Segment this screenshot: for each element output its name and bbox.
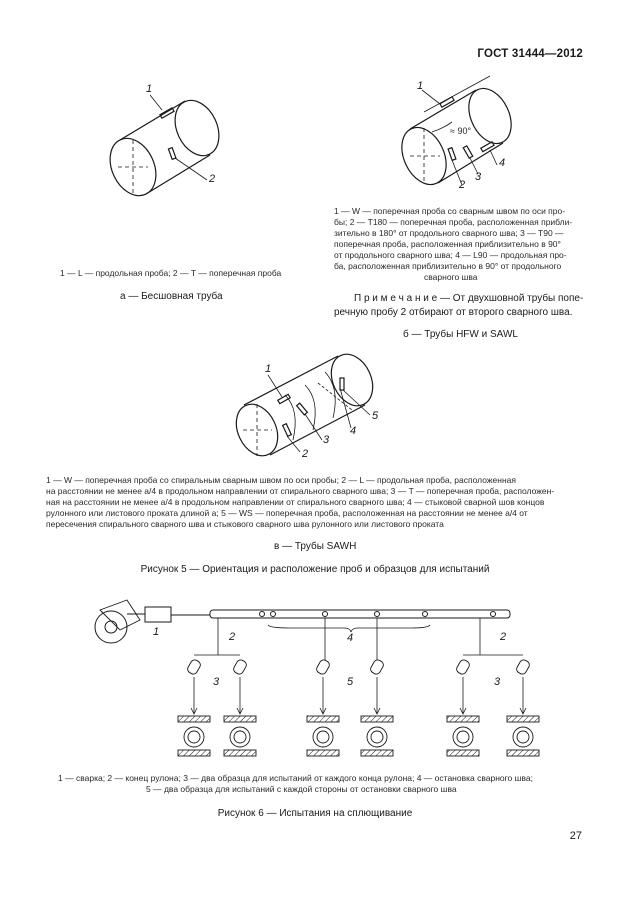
fig6-label-5: 5	[347, 676, 354, 688]
fig5c-label-5: 5	[372, 410, 379, 422]
fig5a-legend: 1 — L — продольная проба; 2 — T — поперечная проба	[60, 268, 282, 278]
fig5c-legend-line: на расстоянии не менее a/4 в продольном направлении от спирального сварного шва; 3 — T — поперечная проба, расположен-	[46, 486, 555, 496]
fig5c-label-3: 3	[323, 434, 330, 446]
fig5b-legend-line: зительно в 180° от продольного сварного шва; 3 — T90 —	[334, 228, 564, 238]
fig5-title: Рисунок 5 — Ориентация и расположение проб и образцов для испытаний	[140, 564, 490, 575]
fig6-label-2-right: 2	[500, 631, 507, 643]
fig6-title: Рисунок 6 — Испытания на сплющивание	[217, 808, 413, 819]
fig5a-caption: а — Бесшовная труба	[120, 291, 223, 302]
fig6-label-3-right: 3	[494, 676, 501, 688]
fig5b-legend	[334, 206, 584, 283]
fig5b-note-line: П р и м е ч а н и е — От двухшовной трубы попе-	[354, 293, 584, 304]
fig5c-legend-line: пересечения спирального сварного шва и стыкового сварного шва рулонного или листового проката	[46, 519, 444, 529]
fig5b-label-1: 1	[417, 80, 424, 92]
press-2	[224, 716, 256, 756]
fig6-legend-line: 5 — два образца для испытаний с каждой стороны от остановки сварного шва	[146, 784, 457, 794]
fig5c-legend-line: рулонного или листового проката длиной a; 5 — WS — поперечная проба, расположенная на расстоянии не менее a/4 от	[46, 508, 528, 518]
standard-header: ГОСТ 31444—2012	[477, 48, 583, 60]
fig5a-label-2: 2	[209, 173, 216, 185]
sawh-pipe-drawing	[228, 347, 380, 462]
fig5b-legend-line: от продольного сварного шва; 4 — L90 — продольная про-	[334, 250, 567, 260]
fig5c-caption: в — Трубы SAWH	[274, 541, 357, 552]
fig5c-label-4: 4	[350, 425, 357, 437]
fig6-label-2-left: 2	[229, 631, 236, 643]
fig5b-legend-line: ба, расположенная приблизительно в 90° от продольного	[334, 261, 562, 271]
fig5b-caption: б — Трубы HFW и SAWL	[403, 329, 518, 340]
flattening-test-schematic	[95, 600, 539, 756]
fig5b-note	[334, 292, 584, 320]
fig5b-label-2: 2	[459, 179, 466, 191]
fig5b-legend-line: сварного шва	[424, 272, 478, 282]
fig5b-label-4: 4	[499, 157, 506, 169]
fig6-legend-line: 1 — сварка; 2 — конец рулона; 3 — два образца для испытаний от каждого конца рулона; 4 — остановка сварного шва;	[58, 773, 533, 783]
fig5b-angle: ≈ 90°	[450, 126, 472, 136]
press-3	[307, 716, 339, 756]
fig6-label-3-left: 3	[213, 676, 220, 688]
fig5b-label-3: 3	[475, 171, 482, 183]
press-4	[361, 716, 393, 756]
page-number: 27	[569, 830, 582, 842]
fig5a-label-1: 1	[146, 83, 153, 95]
fig6-label-4: 4	[347, 632, 354, 644]
fig6-legend	[58, 773, 578, 795]
press-6	[507, 716, 539, 756]
fig5b-note-line: речную пробу 2 отбирают от второго сварного шва.	[334, 307, 573, 318]
fig5c-label-1: 1	[265, 363, 272, 375]
fig5b-legend-line: бы; 2 — T180 — поперечная проба, расположенная прибли-	[334, 217, 573, 227]
fig5c-legend-line: 1 — W — поперечная проба со спиральным сварным швом по оси пробы; 2 — L — продольная проба, расположенная	[46, 475, 516, 485]
press-5	[447, 716, 479, 756]
fig5b-legend-line: поперечная проба, расположенная приблизительно в 90°	[334, 239, 561, 249]
fig5c-legend	[46, 475, 586, 530]
fig5c-legend-line: ная на расстоянии не менее a/4 в продольном направлении от спирального сварного шва; 4 — стыковой сварной шов концов	[46, 497, 545, 507]
press-1	[178, 716, 210, 756]
fig5b-legend-line: 1 — W — поперечная проба со сварным швом по оси про-	[334, 206, 566, 216]
fig5c-label-2: 2	[302, 448, 309, 460]
fig6-label-1: 1	[153, 626, 160, 638]
seamless-pipe-drawing	[101, 93, 227, 203]
